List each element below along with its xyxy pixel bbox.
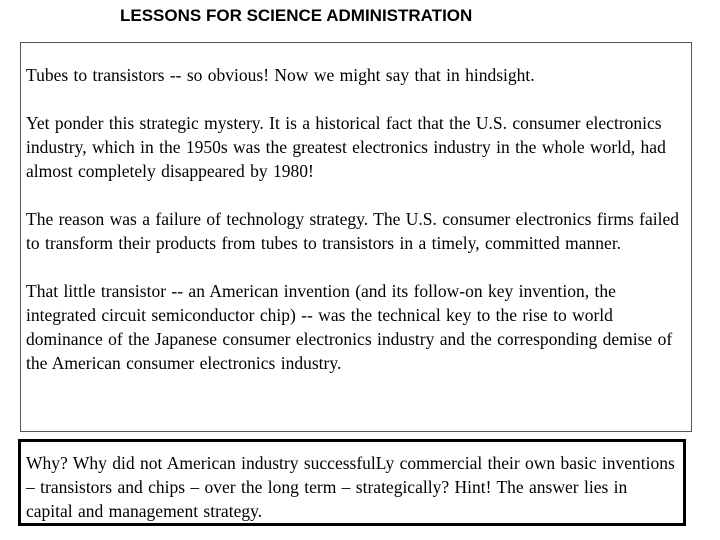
paragraph-transistor: That little transistor -- an American invention (and its follow-on key invention, the integrated circuit semiconductor chip) -- was the technical key to the rise to world dominance of the Japanese consumer electronics industry and the corresponding demise of the American consumer electronics industry. <box>26 281 673 373</box>
question-box <box>18 439 686 526</box>
paragraph-reason: The reason was a failure of technology strategy. The U.S. consumer electronics firms failed to transform their products from tubes to transistors in a timely, committed manner. <box>26 209 679 253</box>
paragraph-mystery: Yet ponder this strategic mystery. It is a historical fact that the U.S. consumer electronics industry, which in the 1950s was the greatest electronics industry in the whole world, had almost completely disappeared by 1980! <box>26 113 666 181</box>
text-box <box>20 42 692 432</box>
paragraph-hindsight: Tubes to transistors -- so obvious! Now we might say that in hindsight. <box>26 65 535 85</box>
page-title: LESSONS FOR SCIENCE ADMINISTRATION <box>120 6 473 25</box>
question-text: Why? Why did not American industry successfulLy commercial their own basic inventions – transistors and chips – over the long term – strategically? Hint! The answer lies in capital and management strategy. <box>26 453 675 521</box>
